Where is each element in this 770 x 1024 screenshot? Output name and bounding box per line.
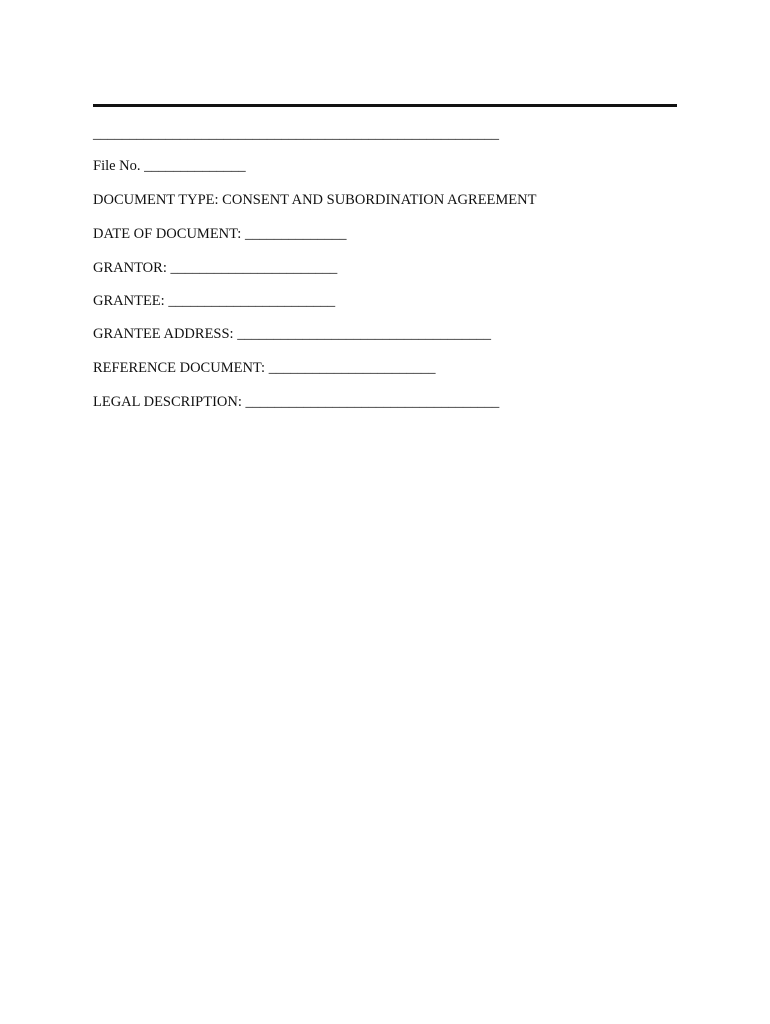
grantee-address-row [93, 325, 491, 343]
document-type-row [93, 191, 537, 209]
reference-document-row [93, 359, 435, 377]
date-of-document-row [93, 225, 346, 243]
grantee-blank: _______________________ [168, 293, 336, 309]
reference-document-blank: _______________________ [268, 360, 436, 376]
reference-document-label: REFERENCE DOCUMENT: [93, 360, 266, 376]
grantee-label: GRANTEE: [93, 293, 165, 309]
file-no-label: File No. [93, 158, 141, 174]
grantor-label: GRANTOR: [93, 260, 167, 276]
legal-description-label: LEGAL DESCRIPTION: [93, 394, 242, 410]
file-no-blank: ______________ [144, 158, 246, 174]
grantee-address-blank: ___________________________________ [237, 326, 491, 342]
grantee-address-label: GRANTEE ADDRESS: [93, 326, 234, 342]
date-of-document-label: DATE OF DOCUMENT: [93, 226, 242, 242]
file-no-row [93, 157, 246, 175]
grantor-blank: _______________________ [170, 260, 338, 276]
top-horizontal-rule [93, 104, 677, 107]
grantee-row [93, 292, 335, 310]
legal-description-row [93, 393, 499, 411]
document-type-label: DOCUMENT TYPE: [93, 192, 219, 208]
top-blank-line: ________________________________________________________ [93, 126, 499, 142]
document-type-value: CONSENT AND SUBORDINATION AGREEMENT [222, 192, 537, 208]
legal-description-blank: ___________________________________ [245, 394, 500, 410]
date-of-document-blank: ______________ [244, 226, 347, 242]
grantor-row [93, 259, 337, 277]
